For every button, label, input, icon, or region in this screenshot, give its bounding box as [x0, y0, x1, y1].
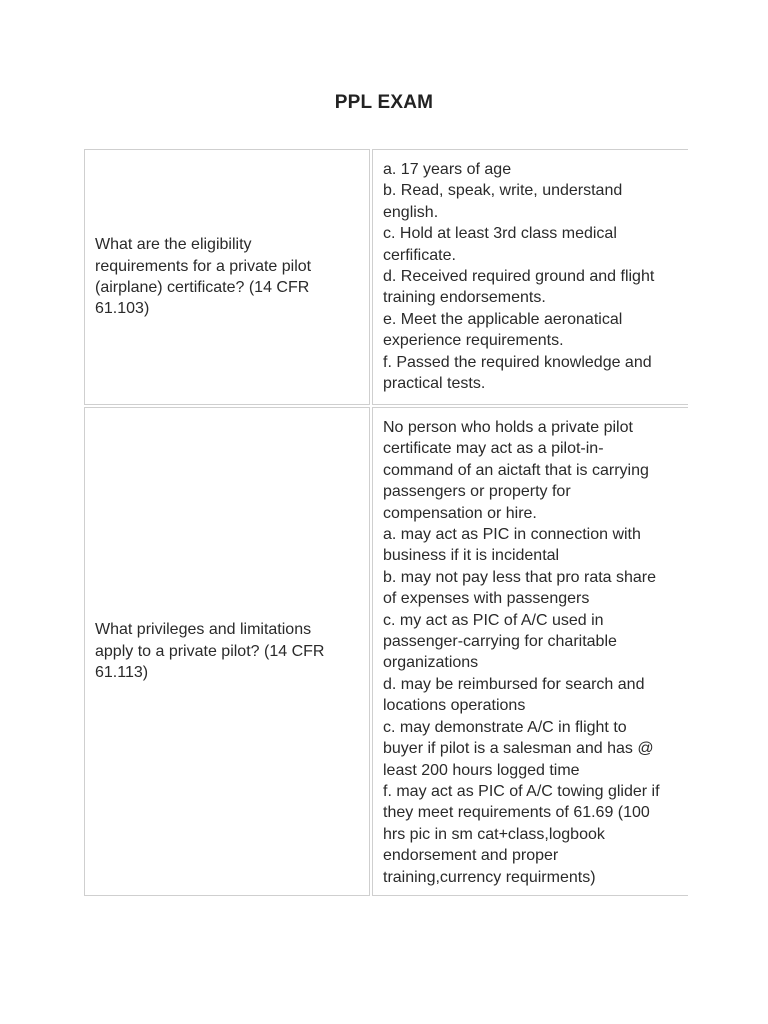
answer-line: No person who holds a private pilot certificate may act as a pilot-in- command of an aictaft that is carrying passengers or property for compensation or hire. [383, 419, 649, 522]
answer-line: f. Passed the required knowledge and practical tests. [383, 353, 652, 393]
answer-line: d. Received required ground and flight training endorsements. [383, 268, 655, 307]
answer-cell-1 [372, 149, 688, 405]
question-text-2: What privileges and limitations apply to a private pilot? (14 CFR 61.113) [95, 621, 325, 682]
answer-line: c. may demonstrate A/C in flight to buyer if pilot is a salesman and has @ least 200 hours logged time [383, 718, 654, 779]
question-text-1: What are the eligibility requirements for a private pilot (airplane) certificate? (14 CFR 61.103) [95, 236, 312, 318]
answer-line: b. may not pay less that pro rata share of expenses with passengers [383, 568, 657, 608]
answer-line: d. may be reimbursed for search and locations operations [383, 675, 645, 715]
answer-line: c. Hold at least 3rd class medical cerfificate. [383, 225, 617, 264]
answer-line: c. my act as PIC of A/C used in passenger-carrying for charitable organizations [383, 611, 617, 672]
answer-cell-2 [372, 407, 688, 896]
question-cell-1 [84, 149, 370, 405]
answer-line: b. Read, speak, write, understand english. [383, 182, 623, 221]
answer-line: a. 17 years of age [383, 161, 512, 178]
answer-line: e. Meet the applicable aeronatical experience requirements. [383, 310, 623, 350]
answer-line: f. may act as PIC of A/C towing glider if they meet requirements of 61.69 (100 hrs pic in sm cat+class,logbook endorsement and proper training,currency requirments) [383, 782, 660, 886]
question-cell-2 [84, 407, 370, 896]
answer-line: a. may act as PIC in connection with business if it is incidental [383, 526, 641, 565]
page-title: PPL EXAM [334, 92, 434, 113]
